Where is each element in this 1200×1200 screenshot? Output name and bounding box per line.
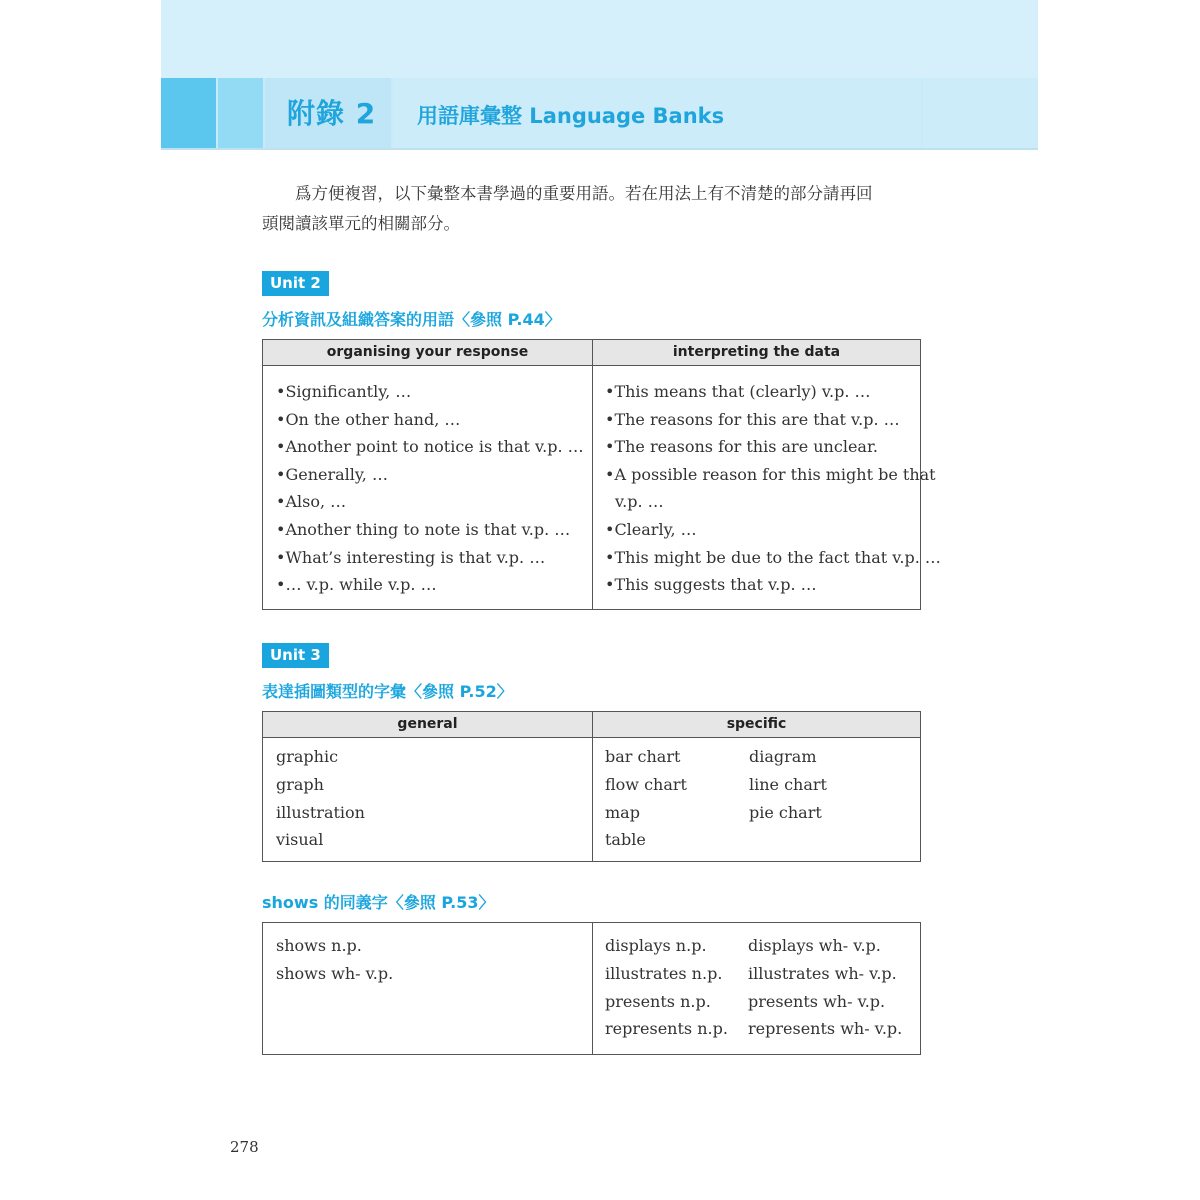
corner-fold-decoration [1145,78,1155,88]
phrase-item: • This might be due to the fact that v.p. … [605,544,920,572]
specific-word-list-1 [605,743,687,854]
phrase-item: • Generally, … [276,461,592,489]
phrase-item: • Also, … [276,488,592,516]
interpreting-phrase-list [593,366,941,599]
phrase-item: • This suggests that v.p. … [605,571,920,599]
word-item: represents n.p. [605,1019,728,1039]
unit-3-table [262,711,921,862]
specific-column [593,712,920,861]
synonyms-table [262,922,921,1055]
header-band [161,78,1038,150]
word-item: pie chart [749,802,822,822]
interpreting-column-header: interpreting the data [593,340,920,366]
interpreting-column [593,340,941,609]
phrase-item: • What’s interesting is that v.p. … [276,544,592,572]
word-item: flow chart [605,774,687,794]
header-segment-mid [218,78,263,148]
synonyms-heading: shows 的同義字〈參照 P.53〉 [262,893,495,912]
organising-column [263,340,593,609]
general-word-list [276,743,365,854]
page-title: 用語庫彙整 Language Banks [417,104,725,128]
shows-phrase-list [276,932,393,988]
header-segment-dark [161,78,216,148]
word-item: bar chart [605,747,681,766]
synonym-wh-list [748,932,902,1043]
synonyms-right-column [593,923,920,1054]
phrase-item: • Another thing to note is that v.p. … [276,516,592,544]
phrase-item: • On the other hand, … [276,406,592,434]
synonym-np-list [605,932,728,1043]
word-item: displays n.p. [605,936,707,955]
word-item: illustrates n.p. [605,963,723,983]
appendix-label: 附錄 2 [287,97,377,130]
phrase-item: • This means that (clearly) v.p. … [605,378,920,406]
word-item: illustrates wh- v.p. [748,963,897,983]
word-item: graphic [276,747,339,766]
organising-phrase-list [263,366,592,599]
phrase-item: • The reasons for this are unclear. [605,433,920,461]
word-item: illustration [276,802,365,822]
word-item: presents wh- v.p. [748,991,886,1011]
word-item: visual [276,830,324,850]
general-column-header: general [263,712,592,738]
phrase-item: • The reasons for this are that v.p. … [605,406,920,434]
word-item: presents n.p. [605,991,711,1011]
unit-2-table [262,339,941,610]
header-segment-end [923,78,1038,148]
unit-2-heading: 分析資訊及組織答案的用語〈參照 P.44〉 [262,310,561,329]
word-item: table [605,830,646,850]
phrase-item: v.p. … [615,492,664,512]
word-item: diagram [749,747,817,766]
header-top-band [161,0,1038,78]
phrase-item: • … v.p. while v.p. … [276,571,592,599]
word-item: graph [276,774,324,794]
word-item: displays wh- v.p. [748,936,881,955]
word-item: represents wh- v.p. [748,1019,903,1039]
unit-2-badge: Unit 2 [262,271,329,296]
word-item: line chart [749,774,827,794]
intro-paragraph-line-2: 頭閱讀該單元的相關部分。 [262,214,460,233]
organising-column-header: organising your response [263,340,592,366]
specific-word-list-2 [749,743,827,826]
synonyms-left-column [263,923,593,1054]
general-column [263,712,593,861]
page-number: 278 [230,1138,259,1156]
word-item: shows wh- v.p. [276,963,394,983]
phrase-item: • A possible reason for this might be that [605,461,920,489]
intro-paragraph-line-1: 爲方便複習，以下彙整本書學過的重要用語。若在用法上有不清楚的部分請再回 [295,184,873,203]
word-item: shows n.p. [276,936,362,955]
unit-3-badge: Unit 3 [262,643,329,668]
specific-column-header: specific [593,712,920,738]
phrase-item: • Significantly, … [276,378,592,406]
word-item: map [605,802,640,822]
phrase-item: • Clearly, … [605,516,920,544]
phrase-item: • Another point to notice is that v.p. … [276,433,592,461]
unit-3-heading: 表達插圖類型的字彙〈參照 P.52〉 [262,682,513,701]
